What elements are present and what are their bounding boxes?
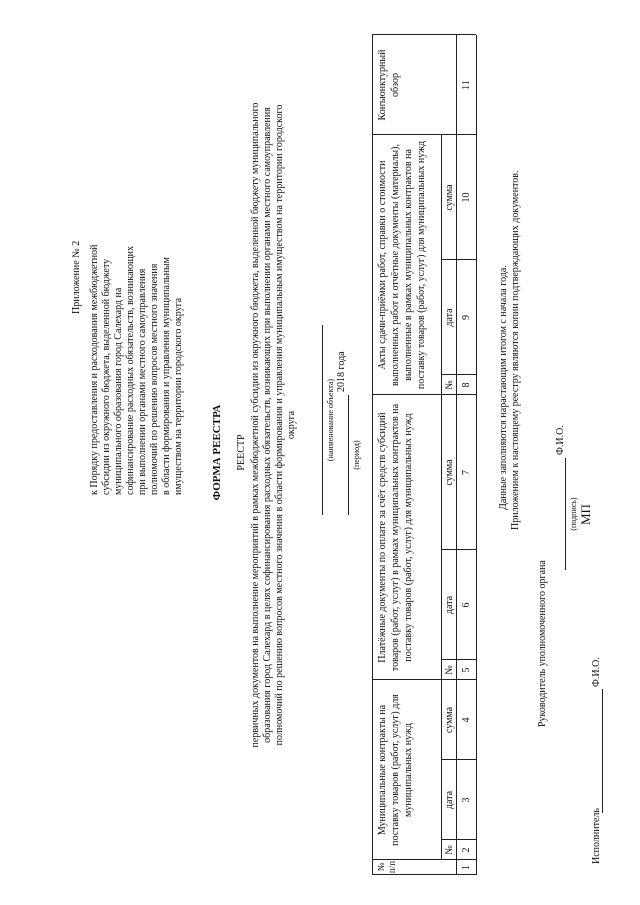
header-num: № п/п: [376, 860, 397, 874]
header-payments: Платёжные документы по оплате за счёт средств субсидий товаров (работ, услуг) в рамках муниципальных контрактов на поставку товаров (работ, услуг) для муниципальных нужд: [377, 403, 414, 672]
subheader-no: №: [443, 665, 455, 675]
column-number: 10: [461, 192, 472, 203]
subheader-sum: сумма: [443, 706, 455, 734]
subheader-date: дата: [443, 790, 455, 810]
executor-label: Исполнитель: [591, 808, 602, 864]
column-number: 8: [461, 382, 472, 388]
ref-line: софинансирование расходных обязательств, возникающих: [125, 245, 136, 495]
note-line: Данные заполняются нарастающим итогом с начала года.: [498, 265, 509, 510]
ref-line: при выполнении органами местного самоуправления: [137, 268, 148, 495]
period-label: (период): [352, 440, 361, 470]
form-title: ФОРМА РЕЕСТРА: [211, 404, 223, 501]
note-line: Приложением к настоящему реестру являются копии подтверждающих документов.: [510, 170, 521, 530]
ref-line: полномочий по решению вопросов местного значения: [149, 263, 160, 495]
subheader-date: дата: [443, 308, 455, 327]
column-number: 7: [461, 470, 472, 475]
appendix-number: Приложение № 2: [71, 240, 82, 314]
column-number: 1: [461, 865, 472, 870]
object-name-line: [322, 325, 323, 515]
subheader-sum: сумма: [443, 459, 455, 486]
head-fio: Ф.И.О.: [555, 425, 566, 455]
description-line: образования город Салехард в целях софинансирования расходных обязательств, возникающих при выполнении органами местного самоуправления: [262, 107, 273, 743]
subheader-no: №: [443, 845, 455, 855]
column-number: 6: [461, 602, 472, 608]
column-number: 5: [461, 667, 472, 673]
registry-title: РЕЕСТР: [236, 434, 247, 471]
header-review: Конъюнктурный обзор: [377, 49, 401, 121]
ref-line: в области формирования и управления муниципальным: [161, 256, 172, 495]
ref-line: к Порядку предоставления и расходования межбюджетной: [89, 244, 100, 495]
column-number: 4: [461, 717, 472, 723]
table-border-bottom: [476, 35, 477, 875]
description-line: полномочий по решению вопросов местного значения в области формирования и управления муниципальным имуществом на территории городского: [274, 104, 285, 746]
column-number: 2: [461, 847, 472, 853]
description-line: первичных документов на выполнение мероприятий в рамках межбюджетной субсидии из окружного бюджета, выделенной бюджету муниципального: [250, 102, 261, 748]
object-label: (наименование объекта): [326, 378, 335, 462]
header-acts: Акты сдачи-приёмки работ, справки о стоимости выполненных работ и отчётные документы (материалы), выполненные в рамках муниципальных контрактов на поставку товаров (работ, услуг) для муниципальных нужд: [377, 140, 427, 390]
ref-line: муниципального образования город Салехард на: [113, 287, 124, 495]
description-line: округа: [286, 410, 297, 440]
sign-label: (подпись): [569, 497, 578, 531]
executor-line: [602, 689, 603, 813]
head-label: Руководитель уполномоченного органа: [537, 560, 548, 727]
subheader-sum: сумма: [443, 184, 455, 211]
subheader-no: №: [443, 380, 455, 390]
period-line: [348, 395, 349, 515]
executor-fio: Ф.И.О.: [591, 657, 602, 687]
year-text: 2018 года: [336, 351, 347, 392]
subheader-date: дата: [443, 595, 455, 615]
column-number: 9: [461, 315, 472, 320]
column-number: 11: [461, 80, 472, 90]
ref-line: имуществом на территории городского округа: [173, 297, 184, 495]
ref-line: субсидии из окружного бюджета, выделенной бюджету: [101, 258, 112, 495]
stamp-place: МП: [578, 504, 593, 525]
head-signature-line: [565, 458, 566, 570]
column-number: 3: [461, 797, 472, 803]
header-contracts: Муниципальные контракты на поставку товаров (работ, услуг) для муниципальных нужд: [377, 694, 414, 846]
